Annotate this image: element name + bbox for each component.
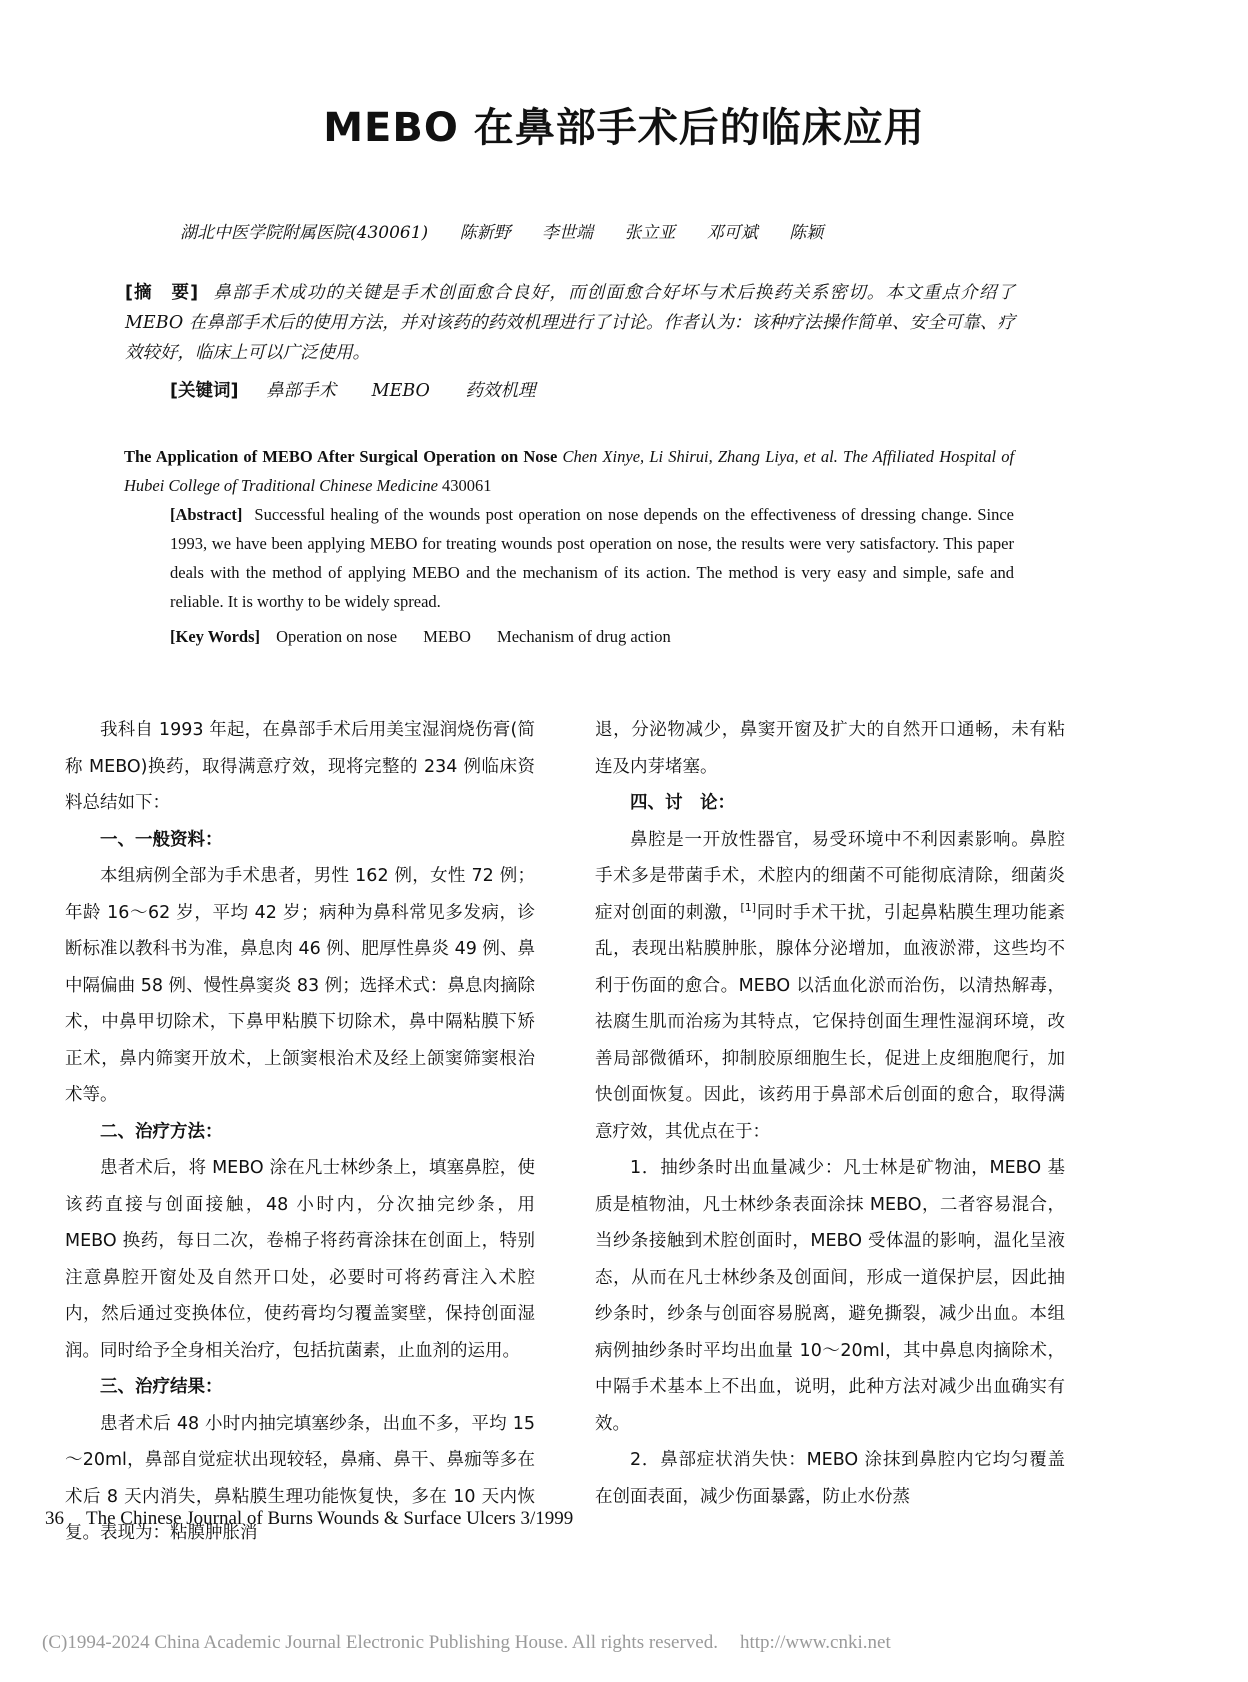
page-footer <box>45 1508 573 1530</box>
author-name: 李世端 <box>541 223 593 243</box>
body-paragraph: 2．鼻部症状消失快：MEBO 涂抹到鼻腔内它均匀覆盖在创面表面，减少伤面暴露，防止水份蒸 <box>595 1450 1065 1507</box>
author-line <box>180 218 1080 243</box>
affiliation: 湖北中医学院附属医院(430061) <box>180 223 429 243</box>
english-keyword: Mechanism of drug action <box>497 627 671 646</box>
body-paragraph: 患者术后，将 MEBO 涂在凡士林纱条上，填塞鼻腔，使该药直接与创面接触，48 小时内，分次抽完纱条，用 MEBO 换药，每日二次，卷棉子将药膏涂抹在创面上，特别注意鼻腔开窗处及自然开口处，必要时可将药膏注入术腔内，然后通过变换体位，使药膏均匀覆盖窦壁，保持创面湿润。同时给予全身相关治疗，包括抗菌素，止血剂的运用。 <box>65 1158 535 1361</box>
copyright-url[interactable]: http://www.cnki.net <box>739 1632 891 1653</box>
english-abstract-block <box>124 442 1014 651</box>
paragraph-text: 鼻腔是一开放性器官，易受环境中不利因素影响。鼻腔手术多是带菌手术，术腔内的细菌不可能彻底清除，细菌炎症对创面的刺激， <box>595 829 1065 923</box>
page-number: 36 <box>45 1508 64 1529</box>
keywords-label: [关键词] <box>170 381 239 401</box>
english-keyword: Operation on nose <box>276 627 398 646</box>
body-column-right <box>595 712 1065 1515</box>
english-keywords-label: [Key Words] <box>170 627 260 646</box>
section-heading: 三、治疗结果： <box>100 1377 223 1397</box>
body-paragraph: 退，分泌物减少，鼻窦开窗及扩大的自然开口通畅，未有粘连及内芽堵塞。 <box>595 720 1065 777</box>
english-keyword: MEBO <box>423 627 471 646</box>
body-paragraph <box>595 822 1065 1151</box>
english-postcode: 430061 <box>442 476 492 495</box>
author-name: 陈新野 <box>459 223 511 243</box>
english-abstract <box>124 500 1014 616</box>
section-heading: 一、一般资料： <box>100 829 223 850</box>
english-authors: Chen Xinye, Li Shirui, Zhang Liya, et al. <box>562 447 838 466</box>
author-name: 陈颖 <box>789 223 824 243</box>
body-paragraph: 1．抽纱条时出血量减少：凡士林是矿物油，MEBO 基质是植物油，凡士林纱条表面涂抹 MEBO，二者容易混合，当纱条接触到术腔创面时，MEBO 受体温的影响，温化呈液态，从而在凡士林纱条及创面间，形成一道保护层，因此抽纱条时，纱条与创面容易脱离，避免撕裂，减少出血。本组病例抽纱条时平均出血量 10～20ml，其中鼻息肉摘除术，中隔手术基本上不出血，说明，此种方法对减少出血确实有效。 <box>595 1158 1065 1434</box>
body-paragraph: 本组病例全部为手术患者，男性 162 例，女性 72 例；年龄 16～62 岁，平均 42 岁；病种为鼻科常见多发病，诊断标准以教科书为准，鼻息肉 46 例、肥厚性鼻炎 49 例、鼻中隔偏曲 58 例、慢性鼻窦炎 83 例；选择术式：鼻息肉摘除术，中鼻甲切除术，下鼻甲粘膜下切除术，鼻中隔粘膜下矫正术，鼻内筛窦开放术，上颌窦根治术及经上颌窦筛窦根治术等。 <box>65 866 535 1105</box>
english-abstract-text: Successful healing of the wounds post operation on nose depends on the effectiveness of dressing change. Since 1993, we have been applying MEBO for treating wounds post operation on nose, the results were very satisfactory. This paper deals with the method of applying MEBO and the mechanism of its action. The method is very easy and simple, safe and reliable. It is worthy to be widely spread. <box>170 505 1014 611</box>
body-paragraph: 患者术后 48 小时内抽完填塞纱条，出血不多，平均 15～20ml，鼻部自觉症状出现较轻，鼻痛、鼻干、鼻痂等多在术后 8 天内消失，鼻粘膜生理功能恢复快，多在 10 天内恢复。表现为：粘膜肿胀消 <box>65 1413 535 1543</box>
abstract-label: [摘 要] <box>125 283 199 303</box>
journal-name: The Chinese Journal of Burns Wounds & Surface Ulcers 3/1999 <box>86 1508 574 1529</box>
keyword: MEBO <box>371 381 430 401</box>
abstract-text: 鼻部手术成功的关键是手术创面愈合良好，而创面愈合好坏与术后换药关系密切。本文重点介绍了 MEBO 在鼻部手术后的使用方法，并对该药的药效机理进行了讨论。作者认为：该种疗法操作简单、安全可靠、疗效较好，临床上可以广泛使用。 <box>125 283 1016 363</box>
copyright-notice <box>42 1632 1222 1654</box>
copyright-text: (C)1994-2024 China Academic Journal Electronic Publishing House. All rights reserved. <box>42 1632 718 1653</box>
section-heading: 四、讨 论： <box>630 793 735 813</box>
paper-title: MEBO 在鼻部手术后的临床应用 <box>323 105 925 151</box>
body-paragraph: 我科自 1993 年起，在鼻部手术后用美宝湿润烧伤膏(简称 MEBO)换药，取得满意疗效，现将完整的 234 例临床资料总结如下： <box>65 720 535 813</box>
author-name: 张立亚 <box>624 223 676 243</box>
english-header <box>124 442 1014 500</box>
author-name: 邓可斌 <box>706 223 758 243</box>
section-heading: 二、治疗方法： <box>100 1121 223 1142</box>
english-institution: The Affiliated Hospital of Hubei College of Traditional Chinese Medicine <box>124 447 1015 495</box>
citation-ref[interactable]: [1] <box>740 900 757 914</box>
paragraph-text: 同时手术干扰，引起鼻粘膜生理功能紊乱，表现出粘膜肿胀，腺体分泌增加，血液淤滞，这些均不利于伤面的愈合。MEBO 以活血化淤而治伤，以清热解毒，祛腐生肌而治疡为其特点，它保持创面生理性湿润环境，改善局部微循环，抑制胶原细胞生长，促进上皮细胞爬行，加快创面恢复。因此，该药用于鼻部术后创面的愈合，取得满意疗效，其优点在于： <box>595 902 1066 1142</box>
english-title: The Application of MEBO After Surgical Operation on Nose <box>124 447 558 466</box>
chinese-abstract <box>125 278 1015 368</box>
english-abstract-label: [Abstract] <box>170 505 243 524</box>
keyword: 药效机理 <box>465 381 536 401</box>
chinese-keywords <box>170 376 1020 406</box>
english-keywords <box>124 622 1014 651</box>
body-column-left <box>65 712 535 1552</box>
keyword: 鼻部手术 <box>266 381 337 401</box>
